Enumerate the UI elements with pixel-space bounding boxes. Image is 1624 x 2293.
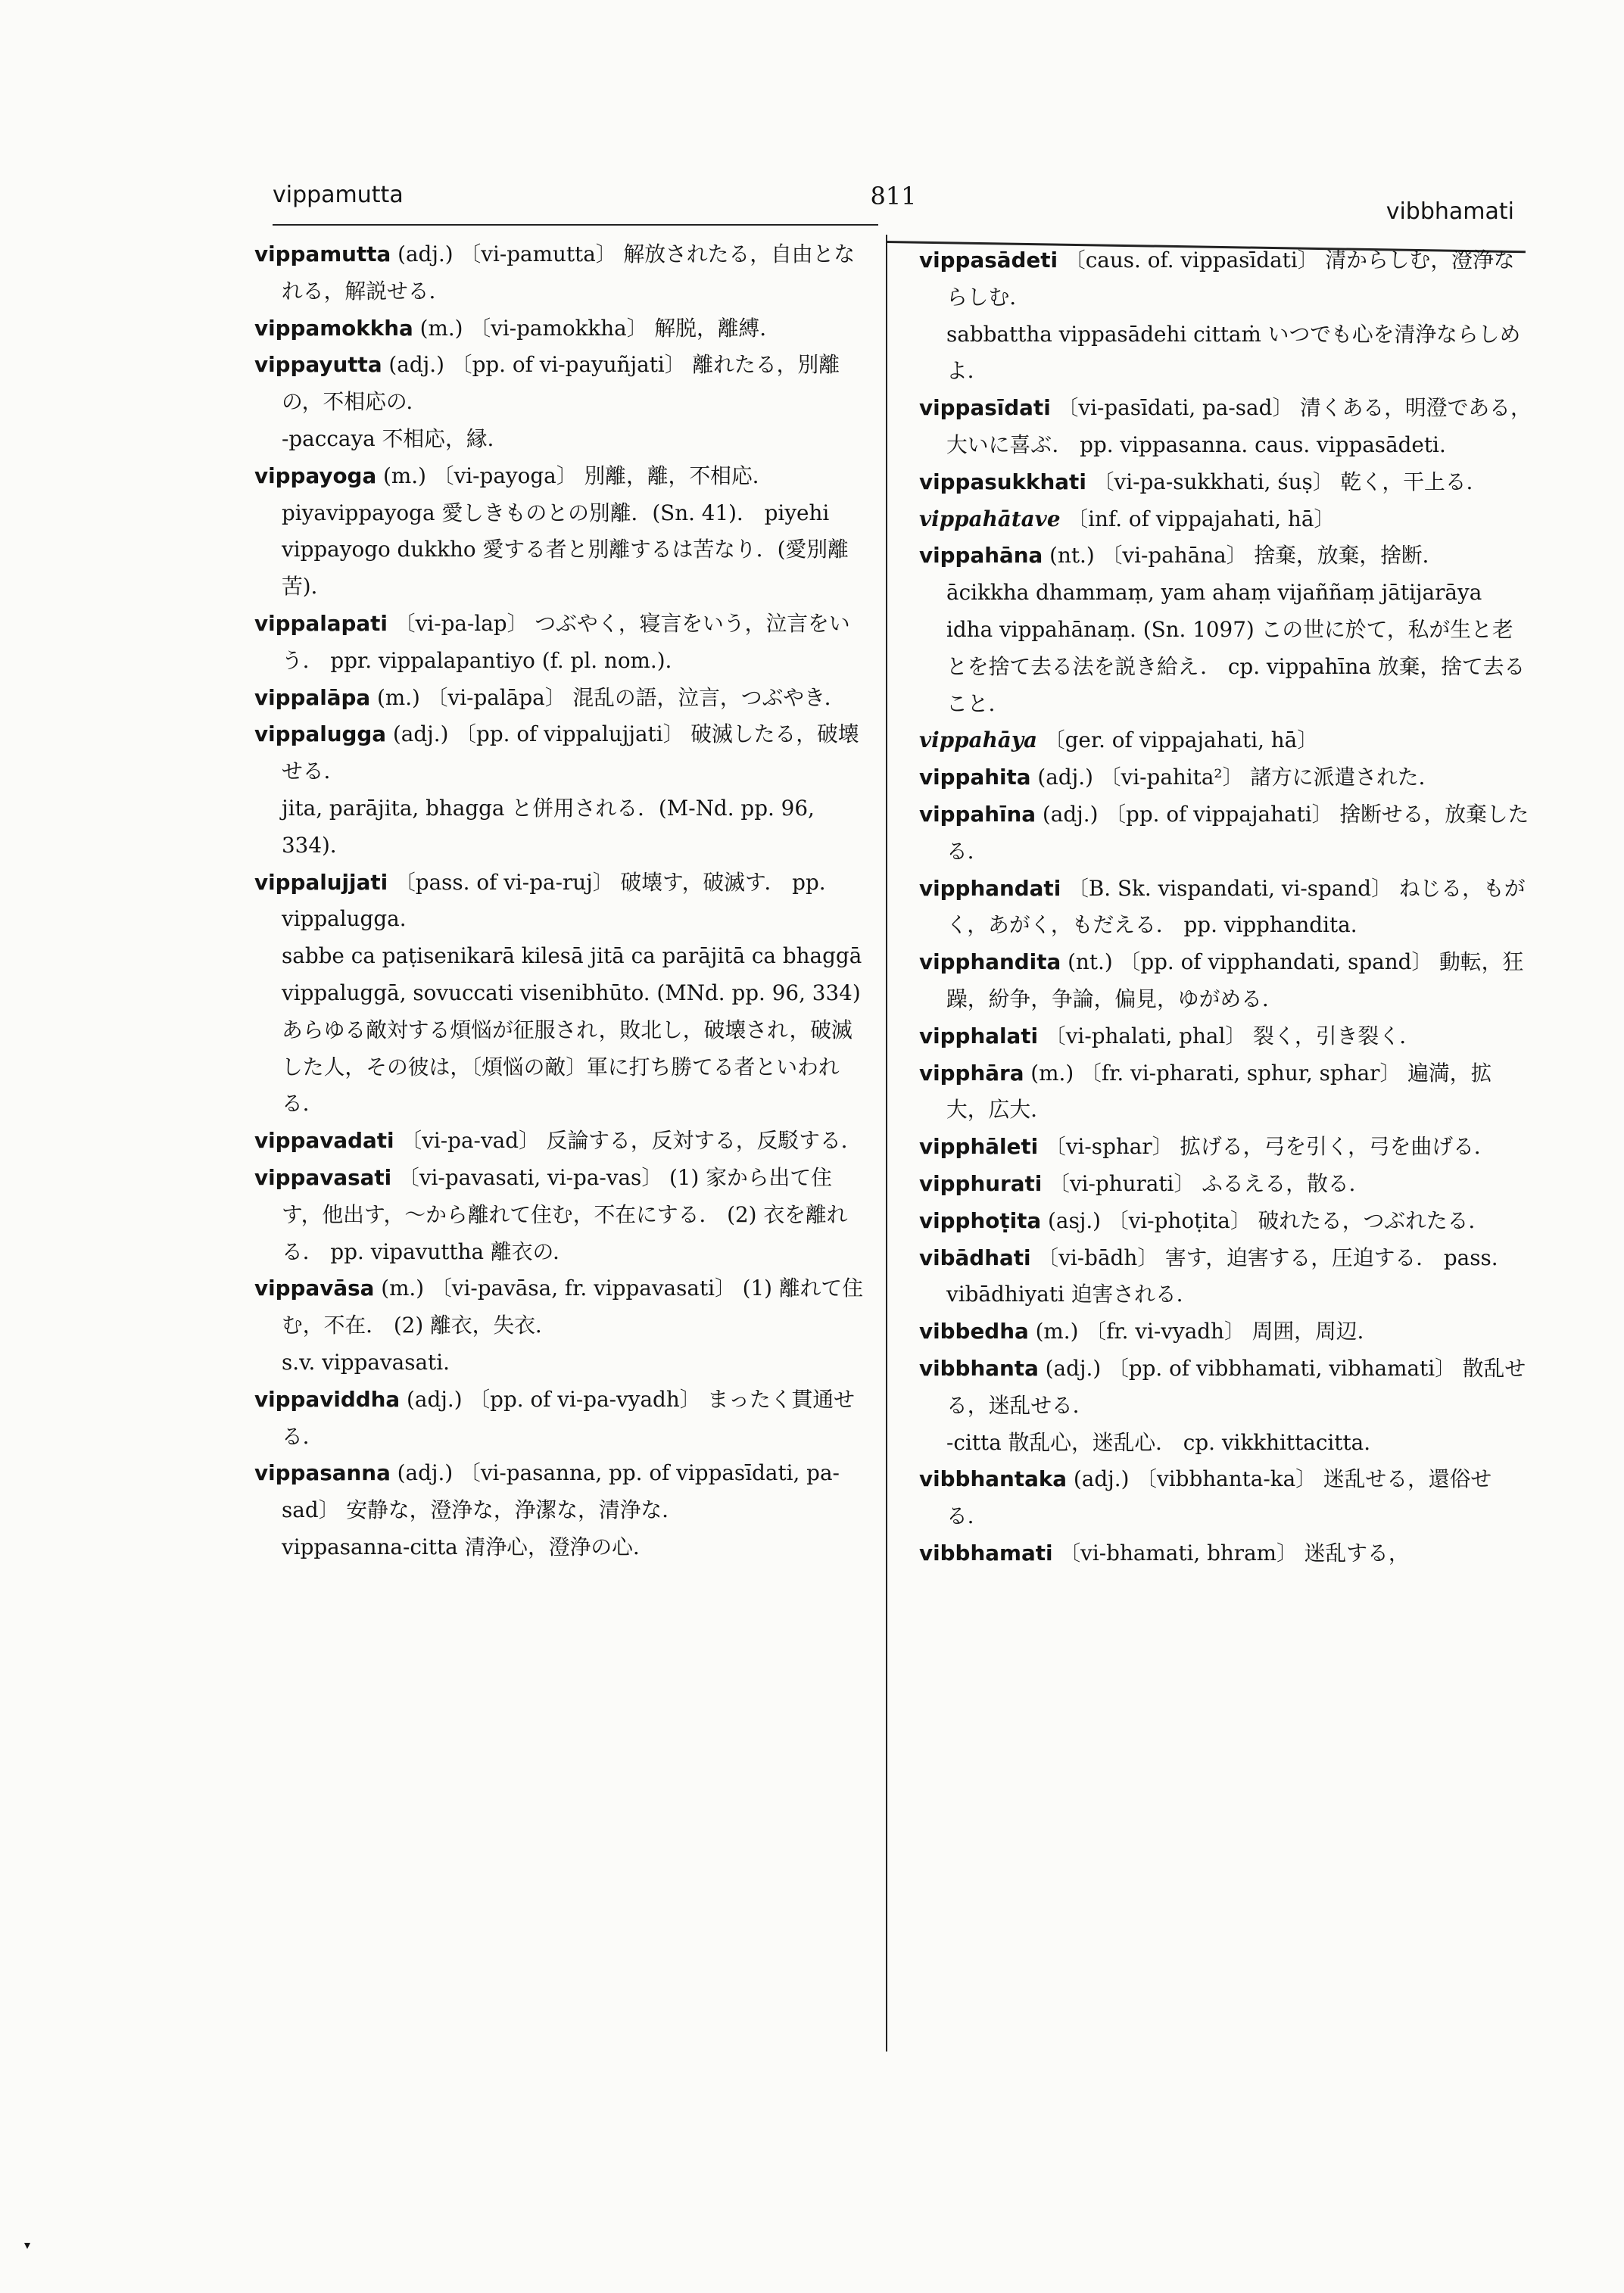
dictionary-entry (919, 1018, 1532, 1055)
dictionary-entry (919, 1203, 1532, 1240)
dictionary-entry (919, 242, 1532, 316)
headword: vippahita (919, 765, 1031, 790)
entry-definition: (m.) 〔vi-payoga〕 別離，離，不相応． (376, 463, 774, 488)
entry-definition: 〔vi-pa-sukkhati, śuṣ〕 乾く，干上る． (1086, 469, 1488, 494)
entry-definition: 〔vi-pa-vad〕 反論する，反対する，反駁する． (394, 1128, 862, 1154)
entry-definition: (adj.) 〔vi-pamutta〕 解放されたる，自由となれる，解説せる． (282, 241, 856, 304)
headword: vippasīdati (919, 395, 1051, 421)
column-divider (886, 235, 887, 2052)
headword: vippavāsa (254, 1276, 375, 1301)
headword: vippahīna (919, 801, 1036, 827)
entry-definition: (m.) 〔vi-palāpa〕 混乱の語，泣言，つぶやき． (370, 684, 846, 710)
entry-subline: piyavippayoga 愛しきものとの別離．(Sn. 41)． piyehi vippayogo dukkho 愛する者と別離するは苦なり．(愛別離苦)． (282, 500, 849, 600)
entry-definition: (nt.) 〔vi-pahāna〕 捨棄，放棄，捨断． ācikkha dhammaṃ, yam ahaṃ vijaññaṃ jātijarāya idha vippahānaṃ. (Sn. 1097) この世に於て，私が生と老とを捨て去る法を説き給え． cp. vippahīna 放棄，捨て去ること． (946, 543, 1526, 716)
dictionary-entry (919, 722, 1532, 759)
headword: vippahāya (919, 727, 1037, 753)
page-number: 811 (870, 182, 917, 210)
headword: vippalapati (254, 610, 388, 636)
page-header (273, 182, 1514, 227)
dictionary-entry (254, 606, 869, 680)
headword: vipphalati (919, 1023, 1039, 1048)
entry-subline: vippasanna-citta 清浄心，澄浄の心． (282, 1534, 654, 1559)
entry-definition: (adj.) 〔vi-pahita²〕 諸方に派遣された． (1030, 765, 1440, 790)
dictionary-entry (254, 1382, 869, 1456)
dictionary-entry (254, 1123, 869, 1160)
dictionary-entry (254, 310, 869, 347)
entry-definition: (m.) 〔fr. vi-pharati, sphur, sphar〕 遍満，拡大，広大． (946, 1060, 1492, 1123)
dictionary-entry (919, 501, 1532, 538)
left-guide-word: vippamutta (273, 182, 404, 208)
entry-definition: 〔vi-pa-lap〕 つぶやく，寝言をいう，泣言をいう． ppr. vippalapantiyo (f. pl. nom.)． (282, 610, 850, 673)
headword: vipphandita (919, 949, 1061, 975)
dictionary-entry (919, 871, 1532, 945)
dictionary-entry (919, 1055, 1532, 1129)
headword: vibbhanta (919, 1355, 1039, 1381)
dictionary-entry (919, 1351, 1532, 1425)
dictionary-entry (254, 1160, 869, 1270)
entry-definition: 〔vi-phalati, phal〕 裂く，引き裂く． (1038, 1023, 1421, 1048)
entry-definition: 〔vi-pasīdati, pa-sad〕 清くある，明澄である，大いに喜ぶ． pp. vippasanna. caus. vippasādeti. (946, 395, 1532, 457)
headword: vippayoga (254, 463, 377, 488)
dictionary-entry (254, 680, 869, 717)
entry-definition: (m.) 〔vi-pavāsa, fr. vippavasati〕 (1) 離れて住む，不在． (2) 離衣，失衣． (282, 1276, 864, 1338)
headword: vibbedha (919, 1319, 1029, 1344)
dictionary-entry (254, 716, 869, 790)
dictionary-entry (919, 1240, 1532, 1314)
headword: vipphāra (919, 1060, 1024, 1086)
entry-definition: 〔caus. of. vippasīdati〕 清からしむ，澄浄ならしむ． (946, 248, 1515, 310)
entry-subline: jita, parājita, bhagga と併用される．(M-Nd. pp. 96, 334)． (282, 795, 815, 858)
entry-definition: 〔vi-pavasati, vi-pa-vas〕 (1) 家から出て住す，他出す，～から離れて住む，不在にする． (2) 衣を離れる． pp. vipavuttha 離衣の． (282, 1164, 848, 1264)
entry-definition: (adj.) 〔pp. of vi-payuñjati〕 離れたる，別離の，不相応の． (282, 352, 840, 415)
right-column (919, 242, 1532, 1572)
entry-definition: 〔ger. of vippajahati, hā〕 (1036, 727, 1319, 753)
dictionary-entry (919, 537, 1532, 722)
dictionary-entry (919, 796, 1532, 871)
entry-subline: sabbe ca paṭisenikarā kilesā jitā ca parājitā ca bhaggā vippaluggā, sovuccati visenibhūto. (MNd. pp. 96, 334) あらゆる敵対する煩悩が征服され，敗北し，破壊され，破滅した人，その彼は，〔煩悩の敵〕軍に打ち勝てる者といわれる． (282, 943, 862, 1117)
dictionary-entry (254, 1455, 869, 1529)
headword: vippahāna (919, 543, 1043, 569)
headword: vipphurati (919, 1170, 1043, 1196)
entry-definition: (adj.) 〔pp. of vippajahati〕 捨断せる，放棄したる． (946, 801, 1529, 864)
right-guide-word: vibbhamati (1386, 198, 1514, 225)
headword: vibbhantaka (919, 1466, 1068, 1492)
header-rule-left (273, 224, 878, 226)
headword: vippamokkha (254, 315, 413, 341)
entry-definition: (asj.) 〔vi-phoṭita〕 破れたる，つぶれたる． (1041, 1207, 1490, 1233)
entry-definition: 〔pass. of vi-pa-ruj〕 破壊す，破滅す． pp. vippalugga. (282, 869, 826, 932)
entry-definition: 〔vi-bādh〕 害す，迫害する，圧迫する． pass. vibādhiyati 迫害される． (946, 1245, 1498, 1307)
entry-definition: (m.) 〔vi-pamokkha〕 解脱，離縛． (413, 315, 781, 341)
entry-definition: (adj.) 〔pp. of vibbhamati, vibhamati〕 散乱せる，迷乱せる． (946, 1355, 1526, 1418)
entry-definition: (adj.) 〔pp. of vi-pa-vyadh〕 まったく貫通せる． (282, 1386, 855, 1449)
entry-definition: 〔vi-bhamati, bhram〕 迷乱する， (1052, 1540, 1410, 1566)
dictionary-entry (254, 236, 869, 310)
headword: vippasanna (254, 1460, 391, 1486)
entry-definition: (nt.) 〔pp. of vipphandati, spand〕 動転，狂躁，紛争，争論，偏見，ゆがめる． (946, 949, 1524, 1011)
entry-definition: (adj.) 〔vibbhanta-ka〕 迷乱せる，還俗せる． (946, 1466, 1492, 1529)
dictionary-entry (254, 1270, 869, 1344)
dictionary-entry (919, 1461, 1532, 1535)
headword: vibbhamati (919, 1540, 1053, 1566)
entry-subline: s.v. vippavasati. (282, 1349, 450, 1375)
headword: vipphandati (919, 875, 1061, 901)
headword: vippavadati (254, 1128, 394, 1154)
left-column (254, 236, 869, 1566)
headword: vippalujjati (254, 869, 388, 895)
dictionary-entry (254, 458, 869, 495)
dictionary-entry (919, 390, 1532, 464)
entry-definition: 〔vi-phurati〕 ふるえる，散る． (1042, 1170, 1370, 1196)
headword: vippayutta (254, 352, 382, 378)
dictionary-entry (919, 1535, 1532, 1572)
entry-definition: (m.) 〔fr. vi-vyadh〕 周囲，周辺． (1028, 1319, 1379, 1344)
entry-definition: (adj.) 〔vi-pasanna, pp. of vippasīdati, pa-sad〕 安静な，澄浄な，浄潔な，清浄な． (282, 1460, 840, 1523)
entry-subline: -paccaya 不相応，縁． (282, 425, 509, 451)
entry-definition: 〔vi-sphar〕 拡げる，弓を引く，弓を曲げる． (1038, 1134, 1495, 1160)
headword: vippavasati (254, 1164, 392, 1190)
headword: vippahātave (919, 506, 1061, 531)
headword: vippasukkhati (919, 469, 1086, 494)
headword: vippalāpa (254, 684, 371, 710)
entry-definition: 〔B. Sk. vispandati, vi-spand〕 ねじる，もがく，あがく，もだえる． pp. vipphandita. (946, 875, 1526, 938)
footer-mark: ▾ (24, 2238, 31, 2252)
dictionary-entry (919, 1313, 1532, 1351)
entry-subline: -citta 散乱心，迷乱心． cp. vikkhittacitta. (946, 1429, 1371, 1455)
headword: vippaviddha (254, 1386, 401, 1412)
dictionary-entry (919, 944, 1532, 1018)
headword: vippamutta (254, 241, 391, 266)
dictionary-entry (919, 464, 1532, 501)
headword: vipphoṭita (919, 1207, 1042, 1233)
entry-definition: 〔inf. of vippajahati, hā〕 (1060, 506, 1336, 531)
headword: vibādhati (919, 1245, 1031, 1270)
dictionary-entry (254, 865, 869, 939)
headword: vipphāleti (919, 1134, 1039, 1160)
dictionary-entry (919, 1129, 1532, 1166)
dictionary-entry (254, 347, 869, 421)
dictionary-entry (919, 1166, 1532, 1203)
entry-definition: (adj.) 〔pp. of vippalujjati〕 破滅したる，破壊せる． (282, 721, 859, 784)
dictionary-entry (919, 759, 1532, 796)
entry-subline: sabbattha vippasādehi cittaṁ いつでも心を清浄ならしめよ． (946, 321, 1521, 384)
headword: vippasādeti (919, 248, 1058, 273)
headword: vippalugga (254, 721, 387, 747)
